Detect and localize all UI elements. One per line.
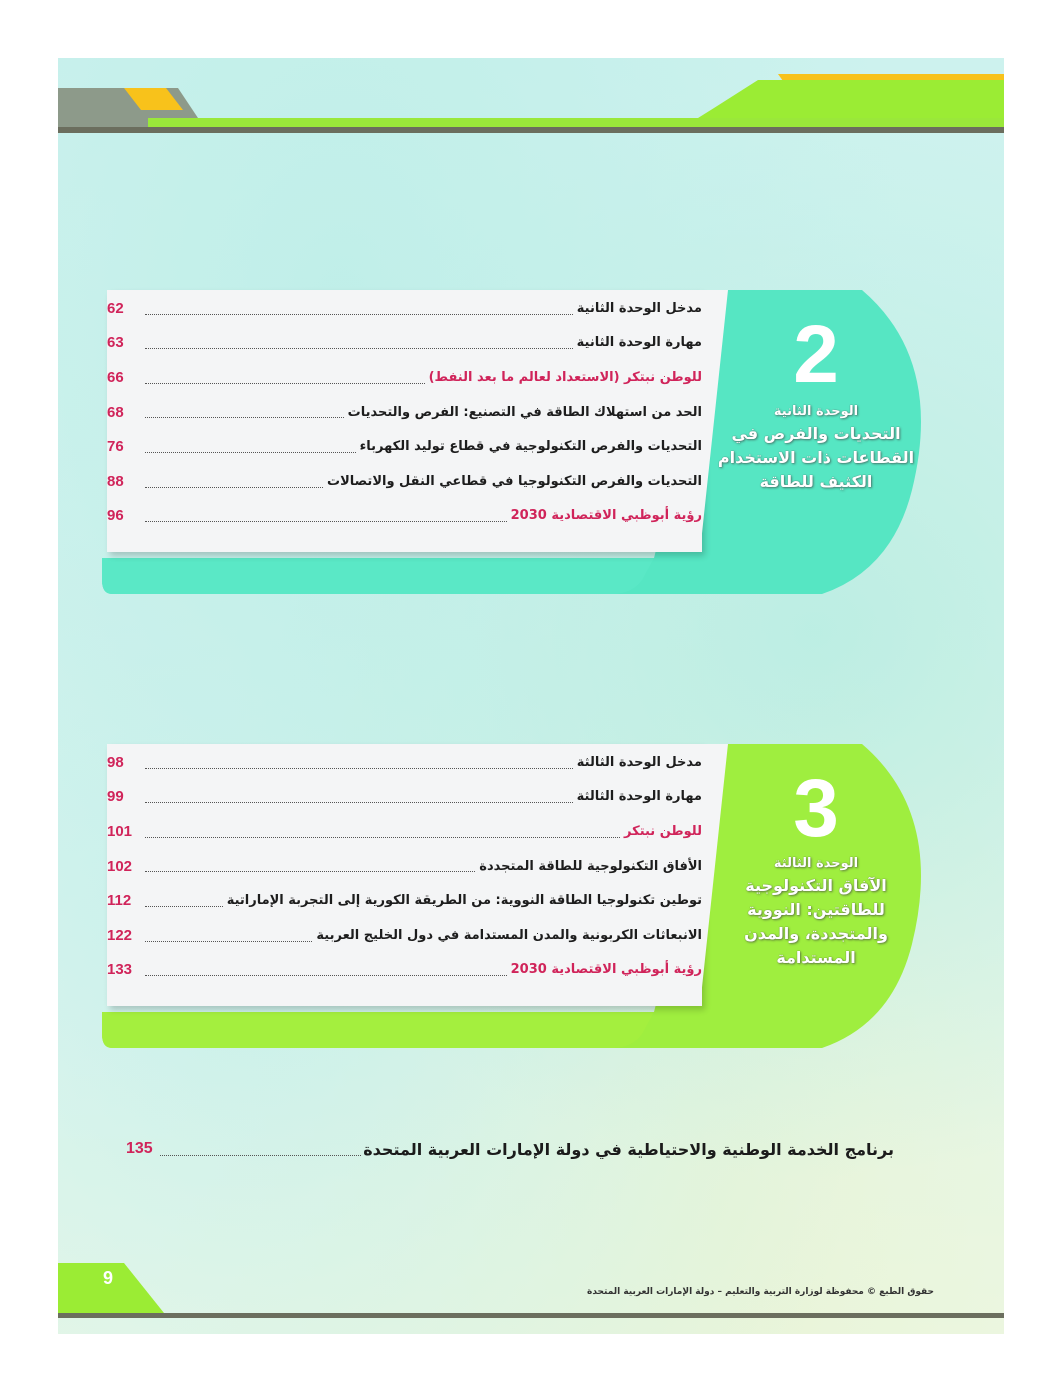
toc-leader-dots bbox=[145, 941, 312, 942]
toc-page-number: 133 bbox=[107, 961, 133, 979]
toc-leader-dots bbox=[145, 314, 573, 315]
toc-leader-dots bbox=[145, 452, 356, 453]
unit-caption bbox=[710, 854, 922, 970]
unit-title-line: الآفاق التكنولوجية bbox=[745, 875, 887, 895]
program-page-number: 135 bbox=[126, 1140, 153, 1157]
toc-title: مهارة الوحدة الثالثة bbox=[576, 789, 702, 805]
toc-title: الحد من استهلاك الطاقة في التصنيع: الفرص والتحديات bbox=[347, 404, 702, 420]
page-number: 9 bbox=[102, 1268, 113, 1288]
toc-leader-dots bbox=[145, 837, 620, 838]
toc-row[interactable] bbox=[107, 918, 702, 953]
unit-2-toc-list bbox=[107, 290, 702, 533]
toc-row[interactable] bbox=[107, 499, 702, 534]
toc-title: مهارة الوحدة الثانية bbox=[576, 335, 702, 351]
toc-title: مدخل الوحدة الثانية bbox=[576, 300, 702, 316]
toc-page-number: 66 bbox=[107, 368, 124, 386]
unit-2-toc-card bbox=[107, 290, 702, 552]
toc-leader-dots bbox=[145, 521, 507, 522]
toc-leader-dots bbox=[145, 348, 573, 349]
toc-page-number: 99 bbox=[107, 788, 124, 806]
toc-row[interactable] bbox=[107, 395, 702, 430]
unit-number: 3 bbox=[793, 763, 839, 854]
unit-2-block bbox=[102, 290, 942, 594]
toc-page-number: 76 bbox=[107, 438, 124, 456]
toc-row[interactable] bbox=[107, 953, 702, 988]
toc-title: الأفاق التكنولوجية للطاقة المتجددة bbox=[479, 858, 702, 874]
toc-title: رؤية أبوظبي الاقتصادية 2030 bbox=[510, 962, 702, 978]
toc-row[interactable] bbox=[107, 745, 702, 780]
toc-page-number: 88 bbox=[107, 472, 124, 490]
toc-leader-dots bbox=[145, 383, 425, 384]
toc-title: توطين تكنولوجيا الطاقة النووية: من الطريقة الكورية إلى التجربة الإماراتية bbox=[226, 893, 702, 909]
unit-title-line: للطاقتين: النووية bbox=[747, 899, 885, 919]
toc-title: للوطن نبتكر (الاستعداد لعالم ما بعد النفط) bbox=[428, 369, 702, 385]
toc-leader-dots bbox=[145, 975, 507, 976]
toc-title: التحديات والفرص التكنولوجيا في قطاعي النقل والاتصالات bbox=[327, 473, 702, 489]
toc-row[interactable] bbox=[107, 326, 702, 361]
toc-page-number: 68 bbox=[107, 403, 124, 421]
unit-3-block bbox=[102, 744, 942, 1048]
toc-row[interactable] bbox=[107, 464, 702, 499]
unit-number: 2 bbox=[793, 309, 839, 400]
toc-leader-dots bbox=[145, 417, 344, 418]
program-toc-row[interactable] bbox=[126, 1134, 894, 1164]
unit-title-line: والمتجددة، والمدن bbox=[744, 923, 888, 943]
toc-leader-dots bbox=[145, 768, 573, 769]
toc-row[interactable] bbox=[107, 360, 702, 395]
toc-row[interactable] bbox=[107, 429, 702, 464]
unit-caption bbox=[710, 402, 922, 494]
toc-page-number: 96 bbox=[107, 507, 124, 525]
unit-title-line: القطاعات ذات الاستخدام bbox=[717, 447, 915, 467]
toc-title: رؤية أبوظبي الاقتصادية 2030 bbox=[510, 508, 702, 524]
unit-label: الوحدة الثانية bbox=[773, 404, 859, 419]
unit-3-toc-list bbox=[107, 744, 702, 987]
toc-row[interactable] bbox=[107, 849, 702, 884]
footer-divider bbox=[58, 1313, 1004, 1318]
header-decoration bbox=[58, 58, 1004, 138]
toc-leader-dots bbox=[145, 906, 223, 907]
unit-3-toc-card bbox=[107, 744, 702, 1006]
unit-title-line: الكثيف للطاقة bbox=[759, 471, 873, 491]
toc-leader-dots bbox=[145, 487, 323, 488]
toc-row[interactable] bbox=[107, 814, 702, 849]
toc-leader-dots bbox=[145, 802, 573, 803]
unit-label: الوحدة الثالثة bbox=[773, 856, 859, 871]
book-page bbox=[58, 58, 1004, 1334]
toc-title: الانبعاثات الكربونية والمدن المستدامة في دول الخليج العربية bbox=[316, 927, 702, 943]
toc-title: للوطن نبتكر bbox=[624, 823, 702, 839]
toc-title: التحديات والفرص التكنولوجية في قطاع توليد الكهرباء bbox=[359, 439, 702, 455]
toc-page-number: 63 bbox=[107, 334, 124, 352]
toc-leader-dots bbox=[145, 871, 475, 872]
toc-title: مدخل الوحدة الثالثة bbox=[576, 754, 702, 770]
toc-page-number: 101 bbox=[107, 822, 133, 840]
toc-page-number: 112 bbox=[107, 892, 132, 910]
toc-page-number: 102 bbox=[107, 857, 133, 875]
toc-page-number: 122 bbox=[107, 926, 133, 944]
unit-2-badge bbox=[710, 290, 922, 594]
unit-3-badge bbox=[710, 744, 922, 1048]
toc-page-number: 62 bbox=[107, 299, 124, 317]
copyright-notice: حقوق الطبع © محفوظة لوزارة التربية والتعليم – دولة الإمارات العربية المتحدة bbox=[587, 1287, 934, 1297]
program-title: برنامج الخدمة الوطنية والاحتياطية في دولة الإمارات العربية المتحدة bbox=[363, 1139, 894, 1159]
toc-row[interactable] bbox=[107, 780, 702, 815]
toc-row[interactable] bbox=[107, 291, 702, 326]
unit-title-line: التحديات والفرص في bbox=[731, 423, 901, 443]
unit-title-line: المستدامة bbox=[776, 947, 856, 967]
toc-page-number: 98 bbox=[107, 753, 124, 771]
toc-leader-dots bbox=[160, 1155, 361, 1156]
toc-row[interactable] bbox=[107, 883, 702, 918]
